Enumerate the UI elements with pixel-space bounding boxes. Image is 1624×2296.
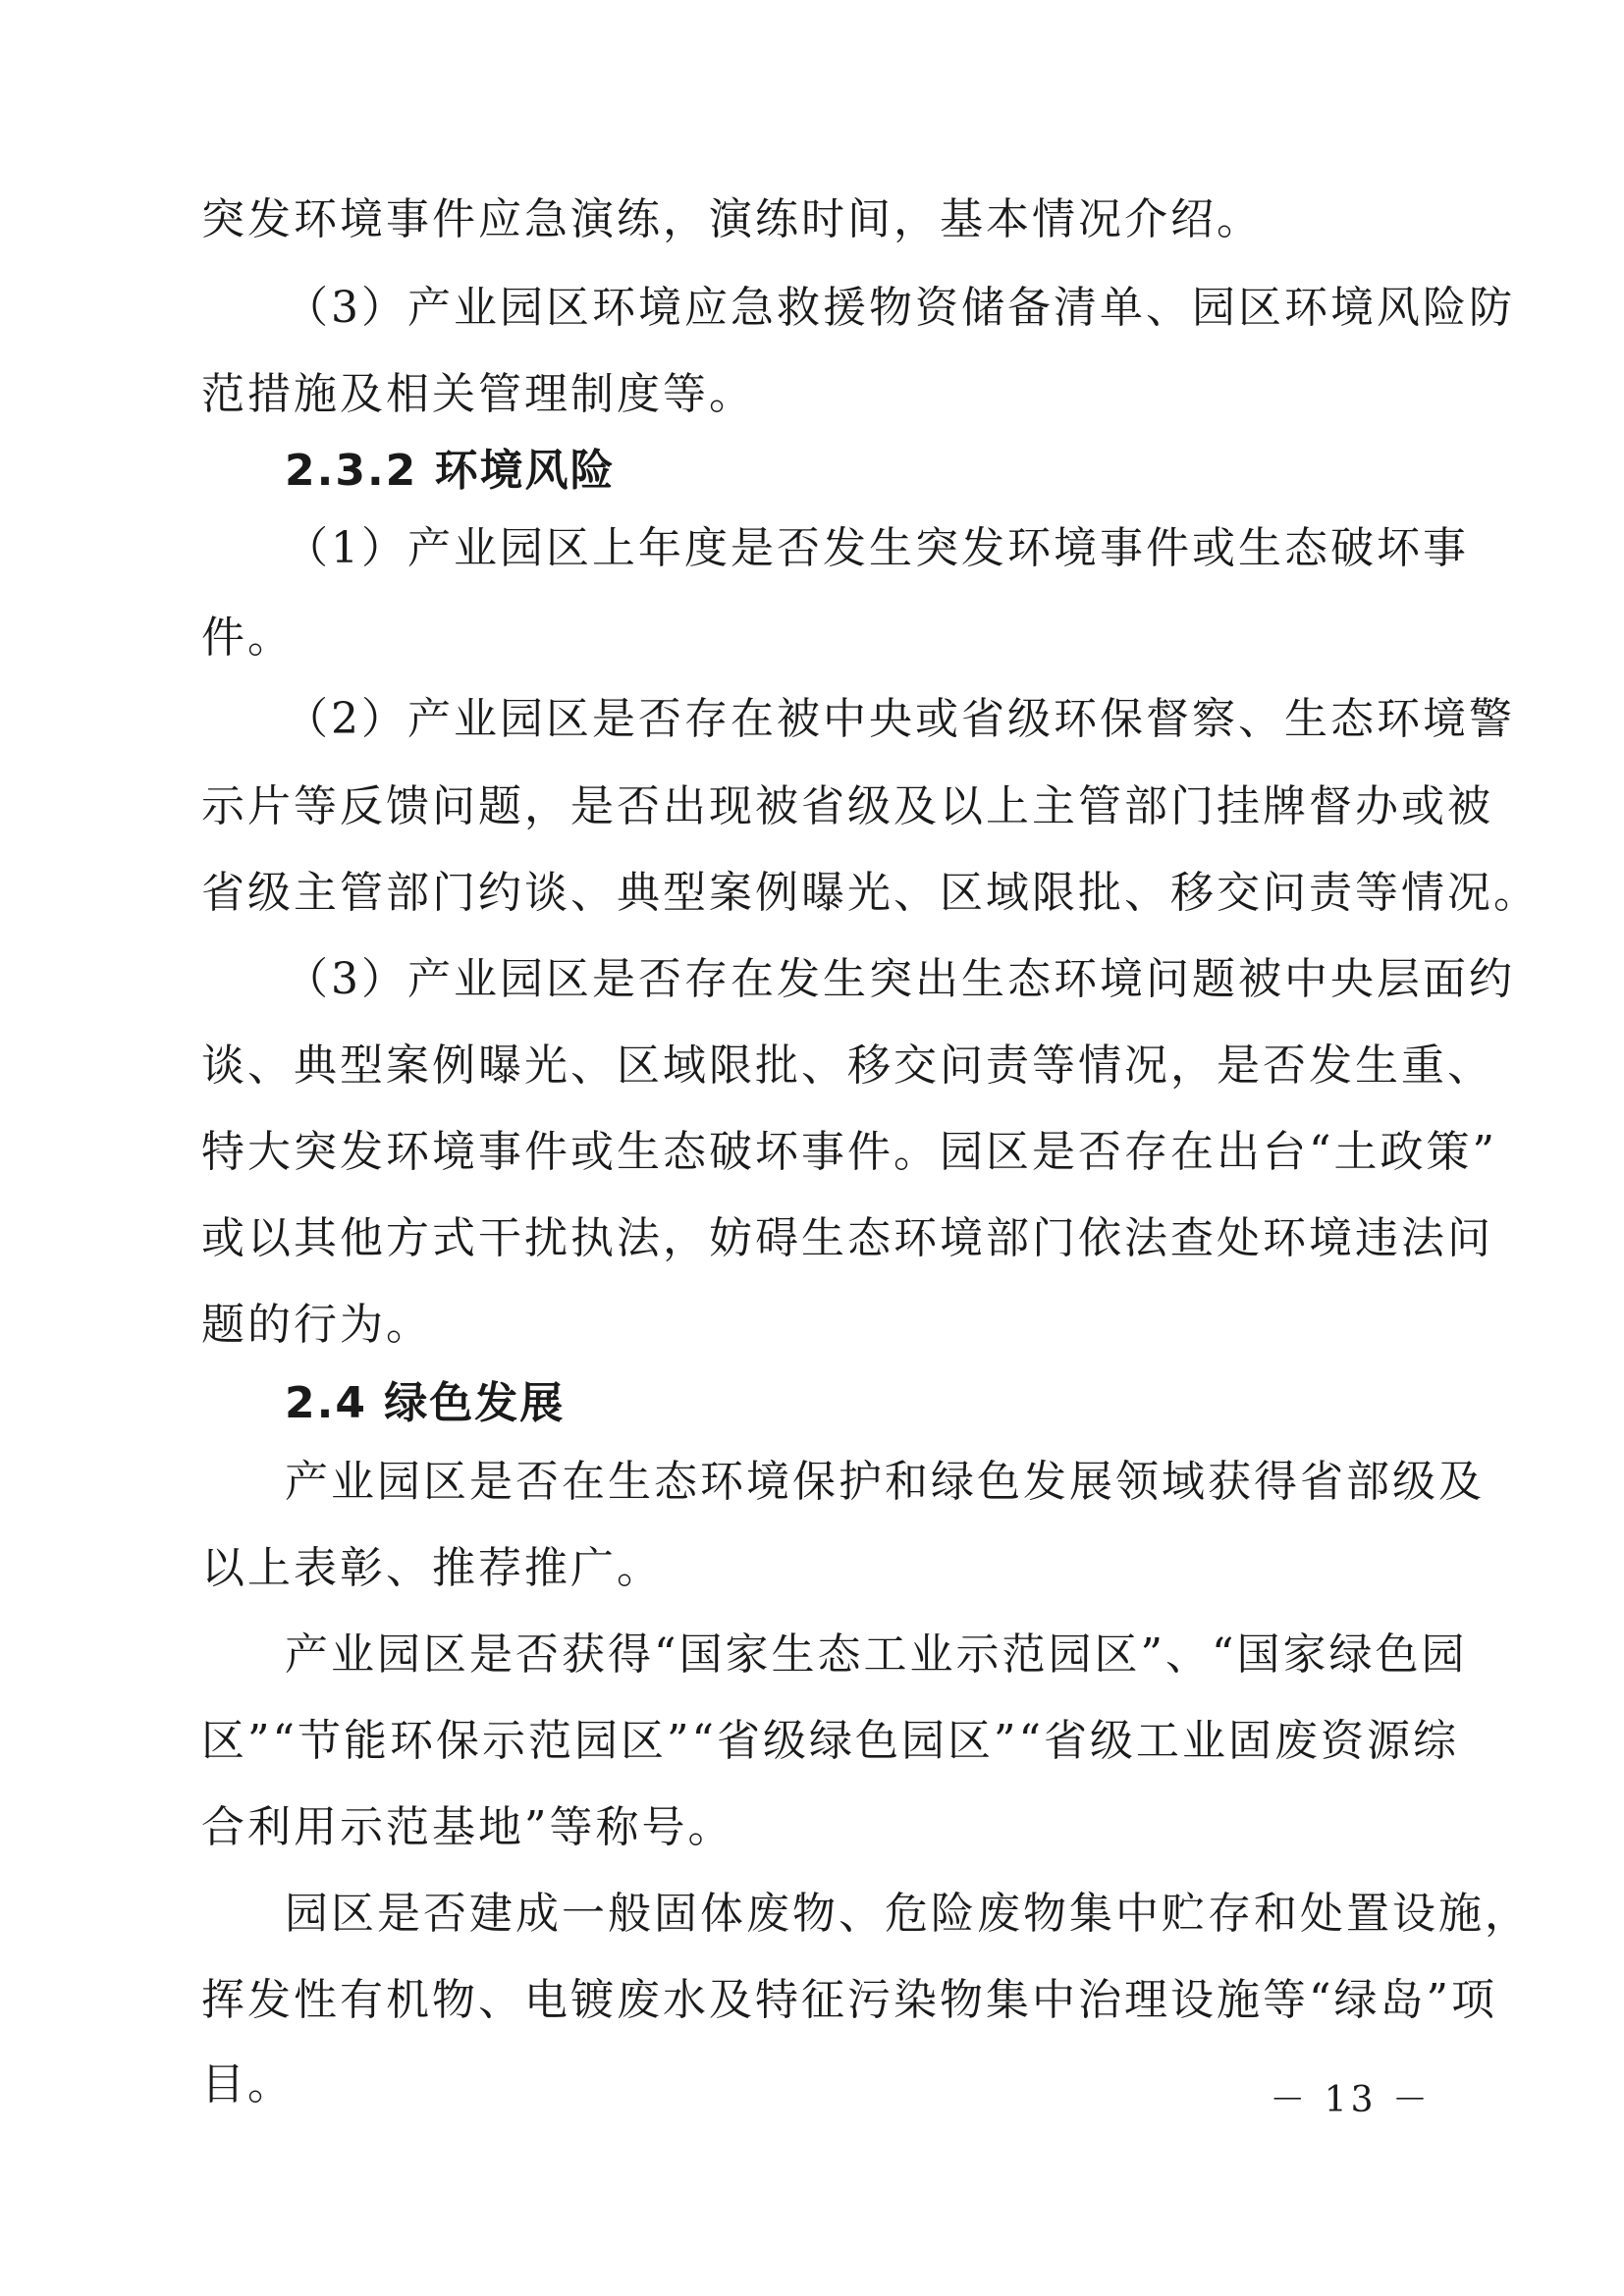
- paragraph-line: 省级主管部门约谈、典型案例曝光、区域限批、移交问责等情况。: [201, 868, 1540, 918]
- paragraph-line: （3）产业园区环境应急救援物资储备清单、园区环境风险防: [285, 283, 1515, 333]
- section-heading: 2.3.2 环境风险: [285, 446, 616, 496]
- paragraph-line: 题的行为。: [201, 1300, 432, 1350]
- paragraph-line: 示片等反馈问题，是否出现被省级及以上主管部门挂牌督办或被: [201, 781, 1493, 831]
- paragraph-line: （2）产业园区是否存在被中央或省级环保督察、生态环境警: [285, 694, 1515, 744]
- paragraph-line: 谈、典型案例曝光、区域限批、移交问责等情况，是否发生重、: [201, 1041, 1493, 1091]
- paragraph-line: 以上表彰、推荐推广。: [201, 1543, 663, 1593]
- paragraph-line: 产业园区是否在生态环境保护和绿色发展领域获得省部级及: [285, 1457, 1485, 1507]
- paragraph-line: 目。: [201, 2059, 294, 2109]
- paragraph-line: 挥发性有机物、电镀废水及特征污染物集中治理设施等“绿岛”项: [201, 1975, 1497, 2025]
- paragraph-line: （1）产业园区上年度是否发生突发环境事件或生态破坏事: [285, 523, 1469, 573]
- paragraph-line: 突发环境事件应急演练，演练时间，基本情况介绍。: [201, 194, 1263, 244]
- paragraph-line: 或以其他方式干扰执法，妨碍生态环境部门依法查处环境违法问: [201, 1213, 1493, 1263]
- paragraph-line: （3）产业园区是否存在发生突出生态环境问题被中央层面约: [285, 954, 1515, 1004]
- page-number: － 13 －: [1270, 2080, 1432, 2120]
- paragraph-line: 区”“节能环保示范园区”“省级绿色园区”“省级工业固废资源综: [201, 1716, 1459, 1766]
- section-heading: 2.4 绿色发展: [285, 1378, 566, 1428]
- paragraph-line: 产业园区是否获得“国家生态工业示范园区”、“国家绿色园: [285, 1629, 1468, 1680]
- paragraph-line: 范措施及相关管理制度等。: [201, 369, 755, 419]
- paragraph-line: 特大突发环境事件或生态破坏事件。园区是否存在出台“土政策”: [201, 1127, 1497, 1177]
- paragraph-line: 园区是否建成一般固体废物、危险废物集中贮存和处置设施，: [285, 1889, 1531, 1939]
- paragraph-line: 件。: [201, 613, 294, 663]
- paragraph-line: 合利用示范基地”等称号。: [201, 1802, 734, 1852]
